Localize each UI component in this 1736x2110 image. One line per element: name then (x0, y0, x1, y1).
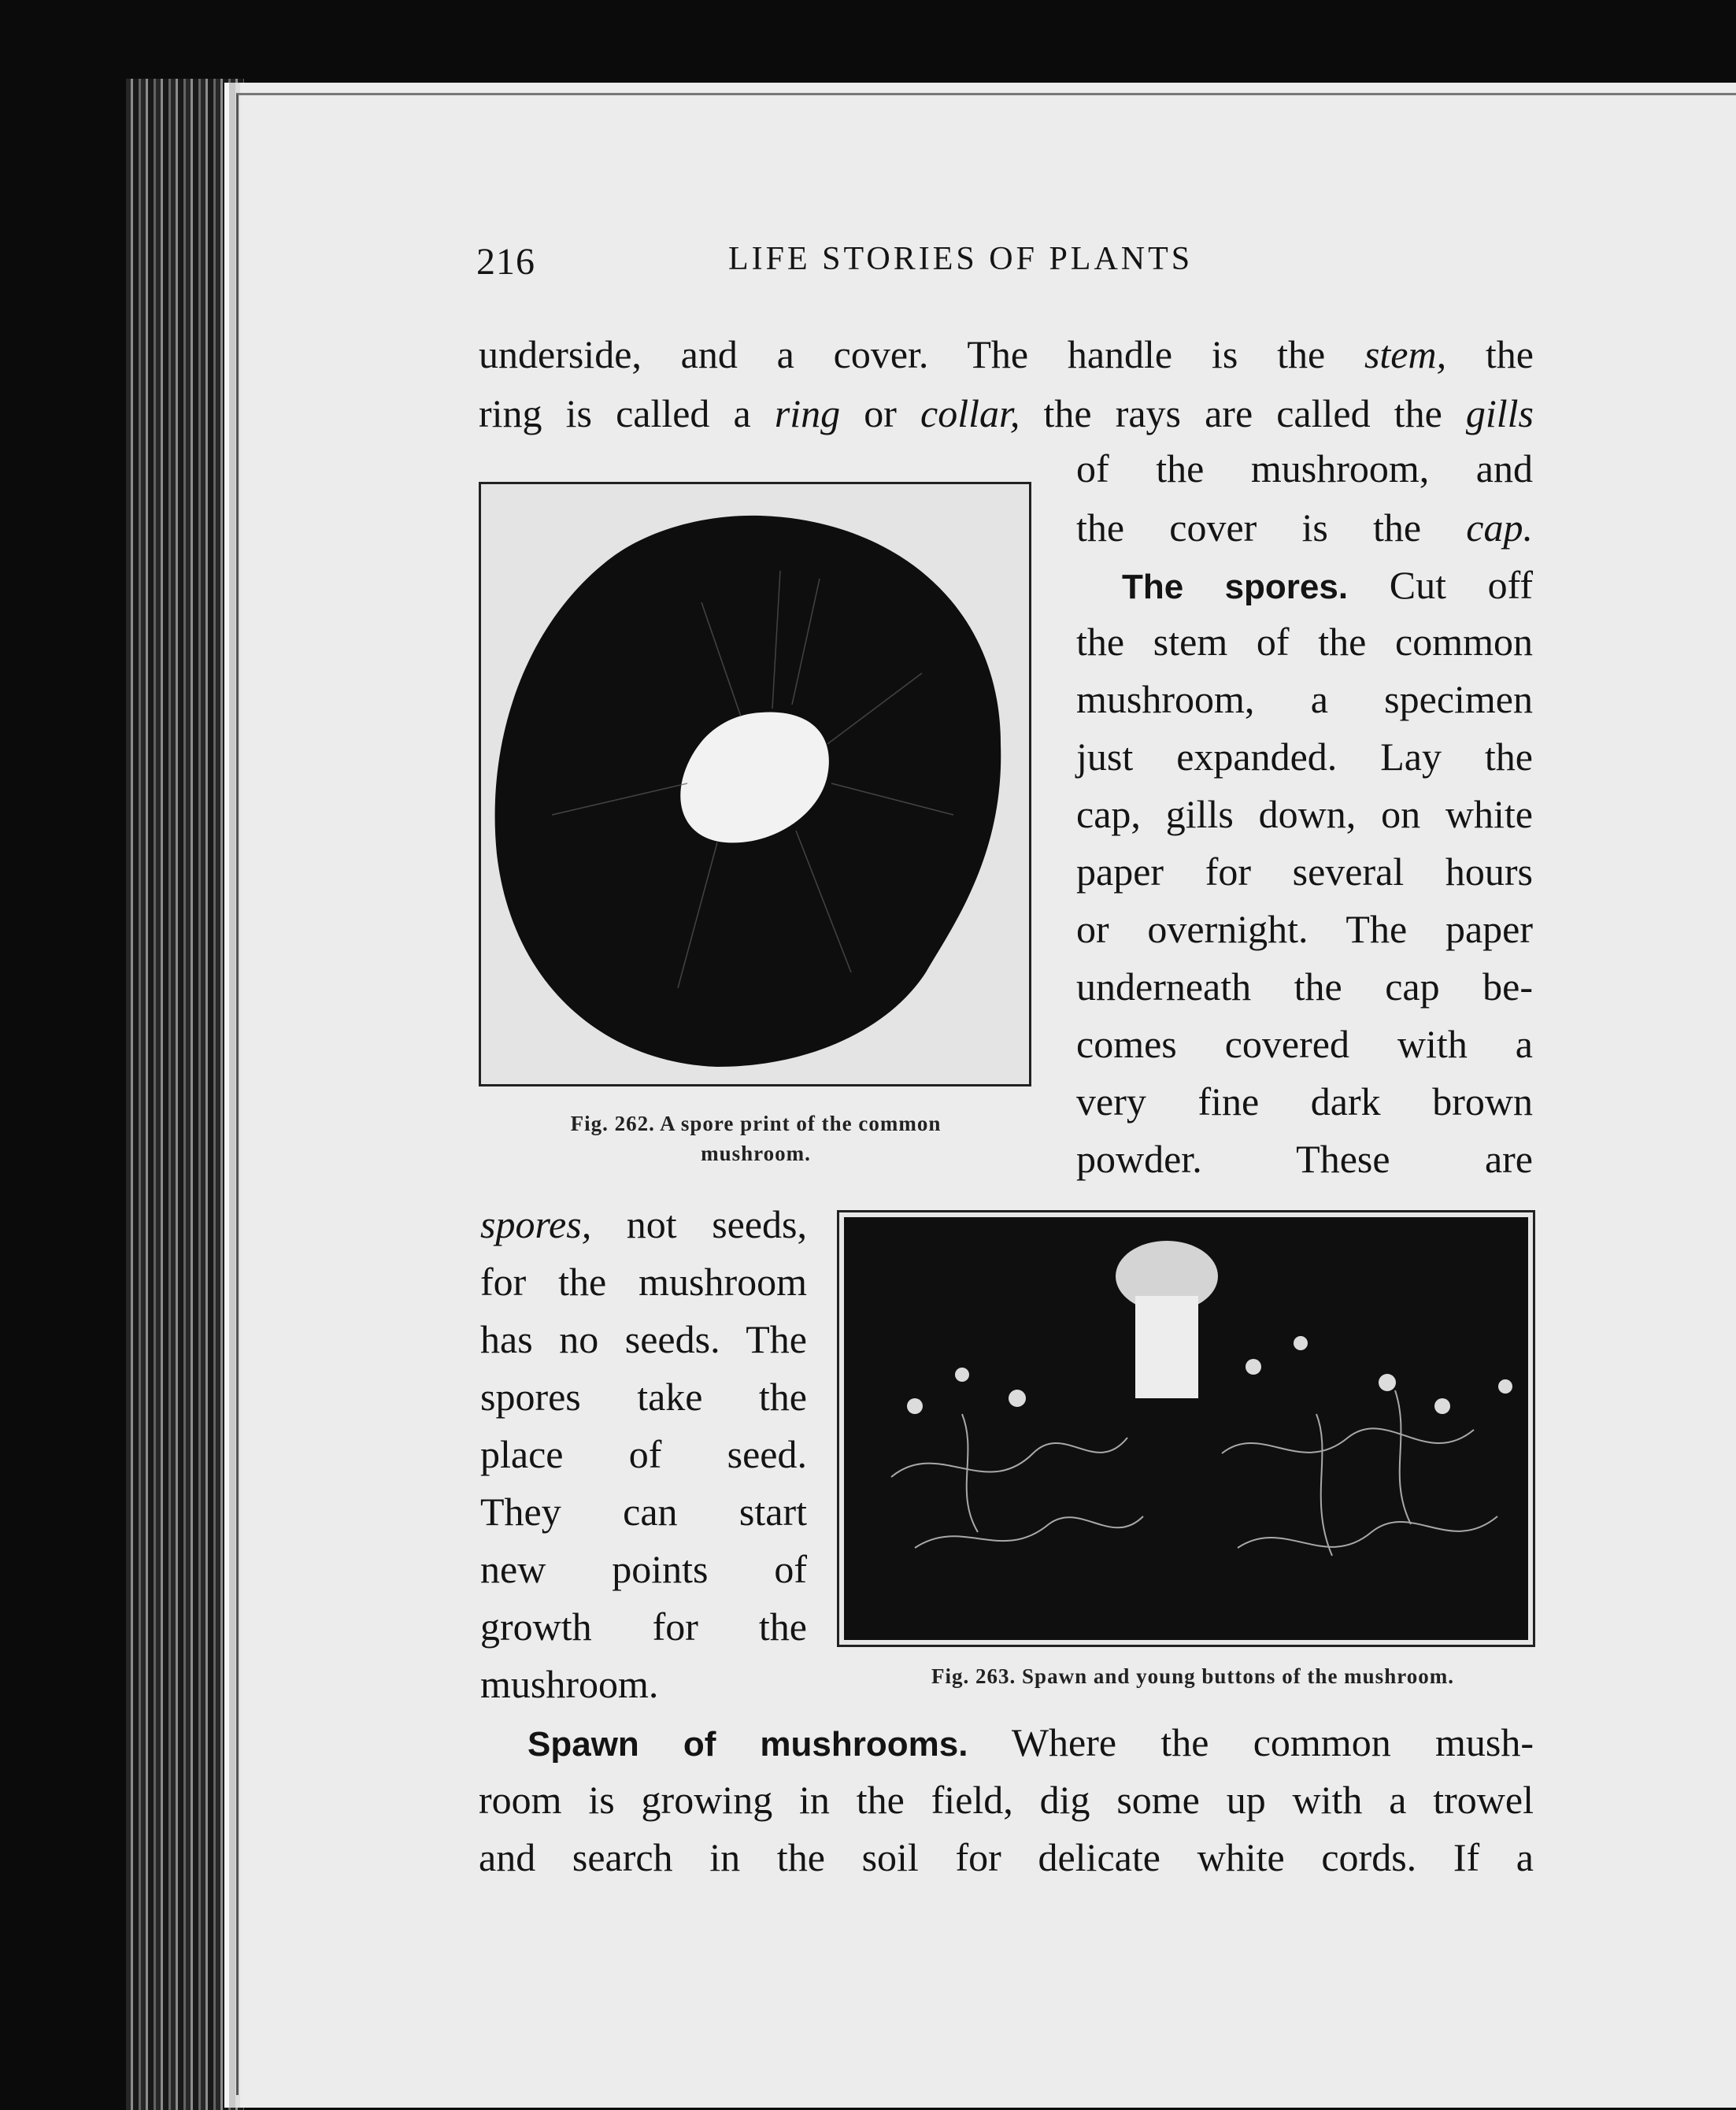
text-line: underside, and a cover. The handle is the stem, the (479, 332, 1534, 376)
spawn-image (844, 1217, 1528, 1640)
spore-print-image (481, 484, 1029, 1084)
text-line: paper for several hours (1076, 850, 1533, 894)
figure-262-caption: Fig. 262. A spore print of the common (570, 1112, 942, 1135)
text-line: powder. These are (1076, 1137, 1533, 1181)
page-number: 216 (476, 241, 535, 283)
text-line: comes covered with a (1076, 1022, 1533, 1066)
text-line: mushroom, a specimen (1076, 677, 1533, 721)
section-heading-line: Spawn of mushrooms. Where the common mush- (527, 1720, 1534, 1764)
text-line: ring is called a ring or collar, the rays are called the gills (479, 391, 1534, 435)
text-line: just expanded. Lay the (1076, 735, 1533, 779)
text-line: the cover is the cap. (1076, 505, 1533, 550)
text-line: for the mushroom (480, 1260, 807, 1304)
section-heading-line: The spores. Cut off (1122, 563, 1533, 607)
text-line: room is growing in the field, dig some up with a trowel (479, 1778, 1534, 1822)
figure-263-caption: Fig. 263. Spawn and young buttons of the mushroom. (931, 1664, 1454, 1688)
running-head: LIFE STORIES OF PLANTS (728, 241, 1194, 277)
figure-262-caption-cont: mushroom. (701, 1142, 811, 1165)
text-line: cap, gills down, on white (1076, 792, 1533, 836)
text-line: place of seed. (480, 1432, 807, 1476)
text-line: They can start (480, 1490, 807, 1534)
text-line: underneath the cap be- (1076, 964, 1533, 1009)
text-line: mushroom. (480, 1662, 659, 1706)
figure-spawn (837, 1210, 1535, 1647)
text-line: the stem of the common (1076, 620, 1533, 664)
text-line: or overnight. The paper (1076, 907, 1533, 951)
text-line: has no seeds. The (480, 1317, 807, 1361)
text-line: of the mushroom, and (1076, 446, 1533, 490)
text-line: new points of (480, 1547, 807, 1591)
figure-spore-print (479, 482, 1031, 1086)
text-line: spores, not seeds, (480, 1202, 807, 1246)
text-line: growth for the (480, 1605, 807, 1649)
text-line: very fine dark brown (1076, 1079, 1533, 1123)
text-line: and search in the soil for delicate white cords. If a (479, 1835, 1534, 1879)
text-line: spores take the (480, 1375, 807, 1419)
